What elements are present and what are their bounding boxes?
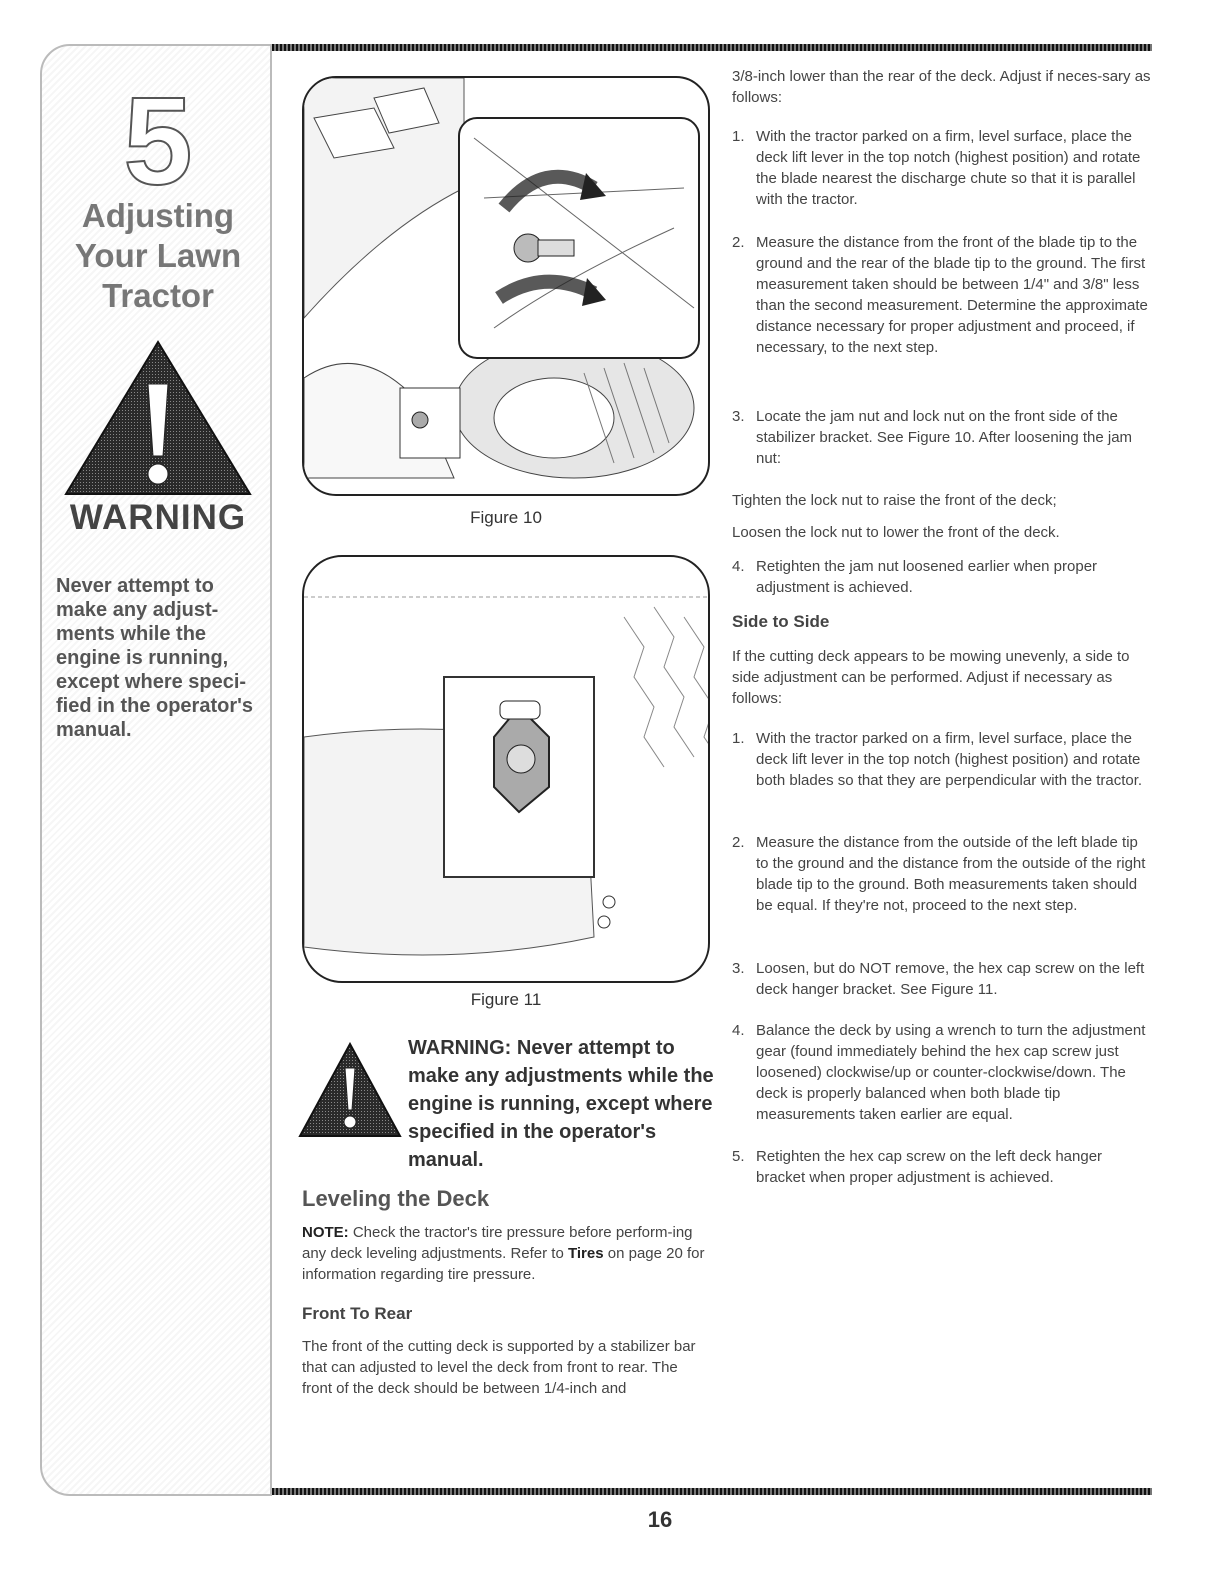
section-heading-leveling: Leveling the Deck xyxy=(302,1186,490,1211)
side-step-1 xyxy=(732,728,1152,791)
step-number: 4. xyxy=(732,1022,745,1039)
step-number: 2. xyxy=(732,234,745,251)
warning-label: WARNING xyxy=(69,498,247,537)
side-step-5 xyxy=(732,1146,1152,1188)
step-number: 3. xyxy=(732,408,745,425)
figure-10 xyxy=(302,76,710,496)
chapter-title xyxy=(42,196,272,316)
step-number: 5. xyxy=(732,1148,745,1165)
side-step-4 xyxy=(732,1020,1152,1125)
step-number: 1. xyxy=(732,128,745,145)
chapter-title-line-2: Your Lawn xyxy=(74,237,242,274)
step-text: Retighten the hex cap screw on the left deck hanger bracket when proper adjustment is achieved. xyxy=(756,1148,1103,1186)
top-rule xyxy=(272,44,1152,51)
step-number: 4. xyxy=(732,558,745,575)
step-text: Loosen, but do NOT remove, the hex cap screw on the left deck hanger bracket. See Figure 11. xyxy=(756,960,1145,998)
chapter-title-line-3: Tractor xyxy=(102,277,214,314)
side-step-3 xyxy=(732,958,1152,1000)
front-step-3 xyxy=(732,406,1152,469)
figure-10-illustration xyxy=(304,78,710,496)
warning-triangle-icon xyxy=(298,1042,402,1138)
step-text: Retighten the jam nut loosened earlier when proper adjustment is achieved. xyxy=(756,558,1098,596)
front-step-2 xyxy=(732,232,1152,358)
step-text: With the tractor parked on a firm, level surface, place the deck lift lever in the top notch (highest position) and rotate both blades so that they are perpendicular with the tractor. xyxy=(756,730,1143,789)
chapter-title-line-1: Adjusting xyxy=(81,197,235,234)
note-text-1: Check the tractor's tire pressure before perform-ing any deck leveling adjustments. Refer to xyxy=(302,1224,693,1262)
page-number: 16 xyxy=(647,1507,673,1532)
warning-text: Never attempt to make any adjust-ments while the engine is running, except where speci-fied in the operator's manual. xyxy=(56,575,254,741)
note-paragraph xyxy=(302,1222,708,1285)
figure-11 xyxy=(302,555,710,983)
front-step-4 xyxy=(732,556,1152,598)
tighten-instruction: Tighten the lock nut to raise the front of the deck; xyxy=(732,492,1057,509)
warning-triangle-icon xyxy=(62,338,254,498)
step-text: Locate the jam nut and lock nut on the front side of the stabilizer bracket. See Figure 10. After loosening the jam nut: xyxy=(756,408,1133,467)
side-step-2 xyxy=(732,832,1152,916)
note-text-2: on page 20 for information regarding tire pressure. xyxy=(302,1245,705,1283)
step-text: With the tractor parked on a firm, level surface, place the deck lift lever in the top notch (highest position) and rotate the blade nearest the discharge chute so that it is parallel with the tractor. xyxy=(756,128,1141,208)
step-number: 2. xyxy=(732,834,745,851)
note-tires-link: Tires xyxy=(567,1245,604,1262)
note-label: NOTE: xyxy=(302,1224,349,1241)
side-intro-paragraph: If the cutting deck appears to be mowing unevenly, a side to side adjustment can be performed. Adjust if necessary as follows: xyxy=(732,648,1130,707)
loosen-instruction: Loosen the lock nut to lower the front of the deck. xyxy=(732,524,1060,541)
chapter-number: 5 xyxy=(123,73,193,211)
step-text: Measure the distance from the outside of the left blade tip to the ground and the distance from the outside of the right blade tip to the ground. Both measurements taken should be equal. If they're not, proceed to the next step. xyxy=(756,834,1146,914)
figure-10-caption: Figure 10 xyxy=(470,508,542,527)
subheading-side-to-side: Side to Side xyxy=(732,612,830,631)
front-step-1 xyxy=(732,126,1152,210)
step-number: 1. xyxy=(732,730,745,747)
bottom-rule xyxy=(272,1488,1152,1495)
front-intro-continued: 3/8-inch lower than the rear of the deck. Adjust if neces-sary as follows: xyxy=(732,68,1151,106)
figure-11-illustration xyxy=(304,557,710,983)
chapter-sidebar xyxy=(40,44,272,1496)
figure-11-caption: Figure 11 xyxy=(470,990,542,1009)
warning-block-text: WARNING: Never attempt to make any adjustments while the engine is running, except where specified in the operator's manual. xyxy=(408,1037,714,1171)
subheading-front-to-rear: Front To Rear xyxy=(302,1304,413,1323)
step-text: Measure the distance from the front of the blade tip to the ground and the rear of the blade tip to the ground. The first measurement taken should be between 1/4" and 3/8" less than the second measurement. Determine the approximate distance necessary for proper adjustment and proceed, if necessary, to the next step. xyxy=(756,234,1148,356)
step-text: Balance the deck by using a wrench to turn the adjustment gear (found immediately behind the hex cap screw just loosened) clockwise/up or counter-clockwise/down. The deck is properly balanced when both blade tip measurements taken earlier are equal. xyxy=(756,1022,1146,1123)
step-number: 3. xyxy=(732,960,745,977)
front-intro-paragraph: The front of the cutting deck is supported by a stabilizer bar that can adjusted to level the deck from front to rear. The front of the deck should be between 1/4-inch and xyxy=(302,1338,696,1397)
